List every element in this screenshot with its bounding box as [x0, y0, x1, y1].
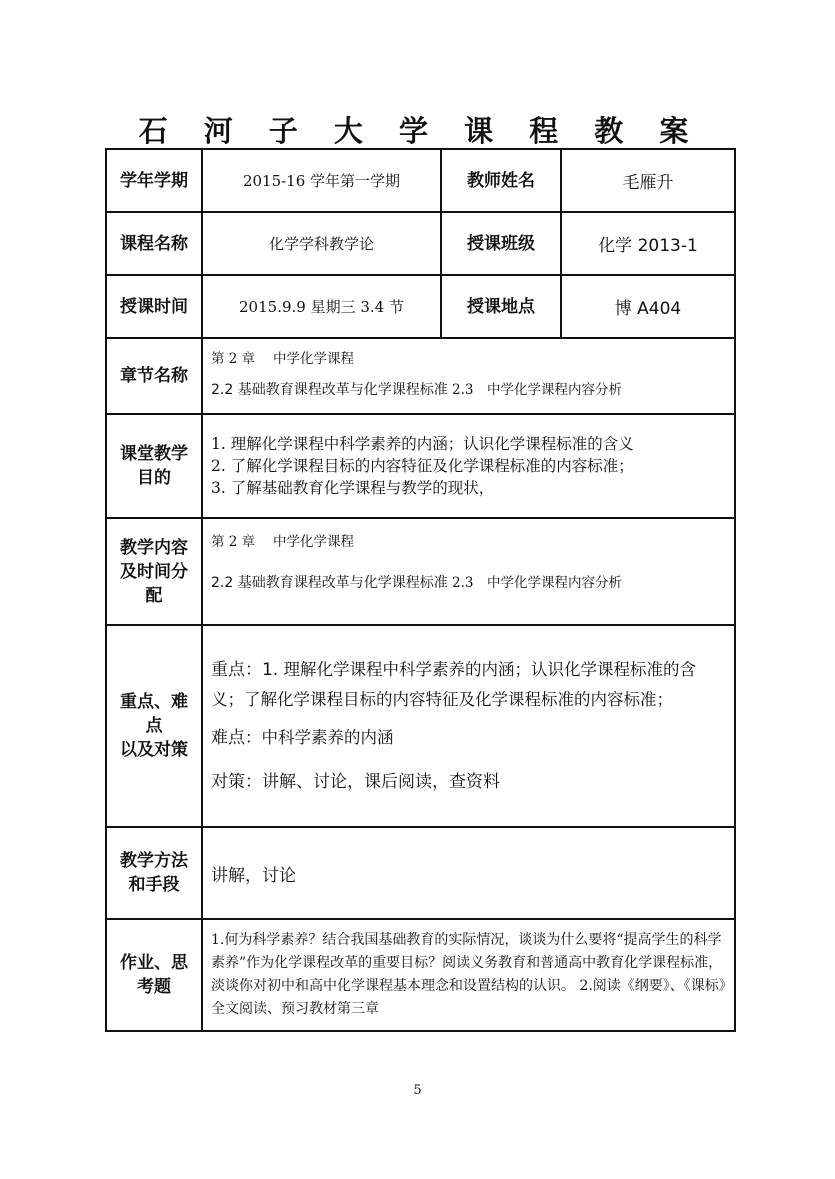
key-points-label-line-3: 以及对策 [120, 740, 188, 760]
homework-label [106, 919, 202, 1031]
time-value: 2015.9.9 星期三 3.4 节 [202, 275, 441, 338]
class-value: 化学 2013-1 [561, 212, 735, 275]
chapter-line-1: 第 2 章 中学化学课程 [211, 350, 354, 367]
document-title: 石 河 子 大 学 课 程 教 案 [138, 114, 702, 148]
methods-label-line-2: 和手段 [128, 875, 180, 895]
goals-label [106, 414, 202, 518]
lesson-plan-table [105, 148, 736, 1032]
content-line-2-sub: 2.3 中学化学课程内容分析 [447, 575, 622, 591]
key-points-label-line-1: 重点、难 [120, 692, 188, 712]
difficulty-text: ：中科学素养的内涵 [245, 728, 394, 747]
key-points-label [106, 625, 202, 827]
row-key-points [106, 625, 735, 827]
place-value: 博 A404 [561, 275, 735, 338]
chapter-line-2 [211, 374, 726, 405]
place-label: 授课地点 [441, 275, 561, 338]
chapter-line-2-main: 2.2 基础教育课程改革与化学课程标准 [211, 381, 448, 398]
difficulty-label: 难点 [211, 728, 245, 748]
key-points-value [202, 625, 735, 827]
class-label: 授课班级 [441, 212, 561, 275]
teacher-label: 教师姓名 [441, 149, 561, 212]
homework-label-line-1: 作业、思 [120, 953, 188, 973]
methods-label [106, 827, 202, 919]
chapter-label: 章节名称 [106, 338, 202, 414]
goal-item-3: 3. 了解基础教育化学课程与教学的现状， [211, 479, 495, 497]
methods-value: 讲解，讨论 [202, 827, 735, 919]
strategy-paragraph: 对策：讲解、讨论，课后阅读，查资料 [211, 772, 500, 792]
content-label [106, 518, 202, 625]
row-homework [106, 919, 735, 1031]
row-methods [106, 827, 735, 919]
row-chapter [106, 338, 735, 414]
homework-value: 1.何为科学素养？结合我国基础教育的实际情况，谈谈为什么要将“提高学生的科学素养”作为化学课程改革的重要目标？阅读义务教育和普通高中教育化学课程标准，淡谈你对初中和高中化学课程基本理念和设置结构的认识。 2.阅读《纲要》、《课标》全文阅读、预习教材第三章 [202, 919, 735, 1031]
content-line-1: 第 2 章 中学化学课程 [211, 534, 354, 550]
difficulty-paragraph [211, 723, 726, 753]
term-label: 学年学期 [106, 149, 202, 212]
content-label-line-2: 及时间分 [120, 561, 188, 582]
teacher-value: 毛雁升 [561, 149, 735, 212]
goals-label-line-1: 课堂教学 [120, 444, 188, 464]
key-point-text: 理解化学课程中科学素养的内涵；认识化学课程标准的含义；了解化学课程目标的内容特征及化学课程标准的内容标准； [211, 660, 696, 709]
content-line-2-main: 2.2 基础教育课程改革与化学课程标准 [211, 575, 448, 591]
content-value [202, 518, 735, 625]
row-term [106, 149, 735, 212]
chapter-value [202, 338, 735, 414]
row-time [106, 275, 735, 338]
goal-item-2: 2. 了解化学课程目标的内容特征及化学课程标准的内容标准； [211, 457, 634, 475]
key-points-label-line-2: 点 [145, 716, 163, 736]
course-label: 课程名称 [106, 212, 202, 275]
time-label: 授课时间 [106, 275, 202, 338]
row-goals [106, 414, 735, 518]
methods-label-line-1: 教学方法 [120, 851, 188, 871]
page-number: 5 [413, 1083, 422, 1098]
goals-label-line-2: 目的 [137, 468, 171, 488]
course-value: 化学学科教学论 [202, 212, 441, 275]
goal-item-1: 1. 理解化学课程中科学素养的内涵；认识化学课程标准的含义 [211, 435, 634, 453]
row-content [106, 518, 735, 625]
key-point-paragraph [211, 655, 726, 715]
content-line-2 [211, 567, 726, 598]
content-label-line-3: 配 [145, 585, 163, 606]
term-value: 2015-16 学年第一学期 [202, 149, 441, 212]
goals-value [202, 414, 735, 518]
content-label-line-1: 教学内容 [120, 537, 188, 558]
key-point-label: 重点：1. [211, 660, 279, 680]
row-course [106, 212, 735, 275]
chapter-line-2-sub: 2.3 中学化学课程内容分析 [447, 381, 622, 398]
homework-label-line-2: 考题 [137, 977, 171, 997]
